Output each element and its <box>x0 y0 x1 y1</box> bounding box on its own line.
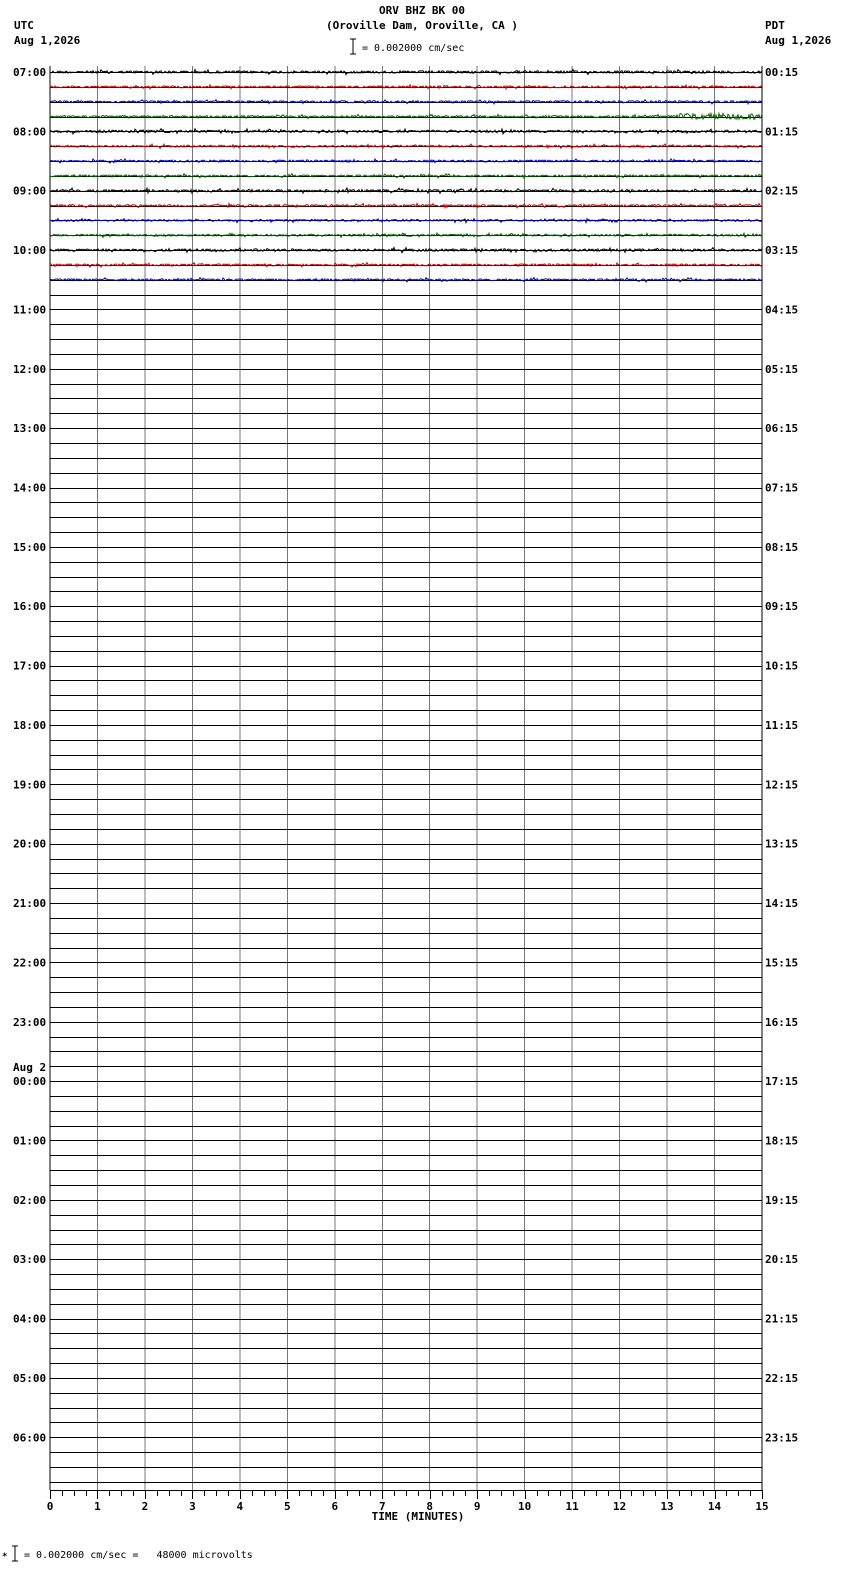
utc-hour-label: 02:00 <box>13 1193 47 1207</box>
pdt-hour-label: 12:15 <box>765 778 799 792</box>
pdt-hour-label: 22:15 <box>765 1371 799 1385</box>
utc-hour-label: 06:00 <box>13 1431 47 1445</box>
x-tick-label: 11 <box>565 1500 579 1513</box>
utc-hour-label: 18:00 <box>13 718 47 732</box>
pdt-hour-label: 04:15 <box>765 303 799 317</box>
pdt-hour-label: 07:15 <box>765 481 799 495</box>
x-tick-label: 5 <box>284 1500 291 1513</box>
pdt-hour-label: 23:15 <box>765 1431 799 1445</box>
pdt-hour-label: 09:15 <box>765 600 799 614</box>
x-tick-label: 10 <box>518 1500 532 1513</box>
x-tick-label: 14 <box>707 1500 722 1513</box>
station-location: (Oroville Dam, Oroville, CA ) <box>325 19 519 32</box>
pdt-hour-label: 21:15 <box>765 1312 799 1326</box>
pdt-hour-label: 19:15 <box>765 1193 799 1207</box>
x-tick-label: 3 <box>189 1500 196 1513</box>
pdt-hour-label: 02:15 <box>765 184 799 198</box>
utc-hour-label: 17:00 <box>13 659 47 673</box>
pdt-date: Aug 1,2026 <box>765 34 832 47</box>
seismic-trace <box>50 278 762 282</box>
utc-hour-label: 07:00 <box>13 66 47 79</box>
pdt-label: PDT <box>765 19 785 32</box>
pdt-hour-label: 14:15 <box>765 897 799 911</box>
utc-hour-label: 21:00 <box>13 897 47 911</box>
x-tick-label: 13 <box>660 1500 674 1513</box>
utc-hour-label: 01:00 <box>13 1134 47 1148</box>
footer-scale-bar-icon <box>10 1545 20 1563</box>
seismic-trace <box>50 70 762 75</box>
utc-hour-label: 19:00 <box>13 778 47 792</box>
x-tick-label: 1 <box>94 1500 101 1513</box>
seismic-trace <box>50 100 762 104</box>
utc-hour-label: 22:00 <box>13 956 47 970</box>
x-tick-label: 4 <box>236 1500 244 1513</box>
seismic-trace <box>50 159 762 163</box>
seismic-trace <box>50 129 762 134</box>
pdt-hour-label: 18:15 <box>765 1134 799 1148</box>
x-tick-label: 0 <box>46 1500 54 1513</box>
utc-label: UTC <box>14 19 34 32</box>
x-tick-label: 7 <box>378 1500 386 1513</box>
day-change-label: Aug 2 <box>13 1061 47 1075</box>
pdt-hour-label: 15:15 <box>765 956 799 970</box>
utc-hour-label: 05:00 <box>13 1371 47 1385</box>
pdt-hour-label: 06:15 <box>765 422 799 436</box>
x-tick-label: 12 <box>612 1500 627 1513</box>
utc-hour-label: 20:00 <box>13 837 47 851</box>
utc-hour-label: 10:00 <box>13 244 47 258</box>
pdt-hour-label: 10:15 <box>765 659 799 673</box>
utc-date: Aug 1,2026 <box>14 34 81 47</box>
pdt-hour-label: 20:15 <box>765 1253 799 1267</box>
utc-hour-label: 08:00 <box>13 125 47 139</box>
x-tick-label: 8 <box>426 1500 434 1513</box>
utc-hour-label: 15:00 <box>13 540 47 554</box>
pdt-hour-label: 11:15 <box>765 718 799 732</box>
footer-marker: * <box>2 1552 8 1562</box>
pdt-hour-label: 13:15 <box>765 837 799 851</box>
seismic-trace <box>50 188 762 193</box>
seismic-trace <box>50 263 762 267</box>
utc-hour-label: 23:00 <box>13 1015 47 1029</box>
utc-hour-label: 00:00 <box>13 1075 47 1089</box>
x-axis-title: TIME (MINUTES) <box>371 1510 465 1523</box>
seismic-trace <box>50 114 762 120</box>
utc-hour-label: 13:00 <box>13 422 47 436</box>
pdt-hour-label: 05:15 <box>765 362 799 376</box>
pdt-hour-label: 00:15 <box>765 66 799 79</box>
utc-hour-label: 04:00 <box>13 1312 47 1326</box>
scale-text: = 0.002000 cm/sec <box>362 43 465 54</box>
utc-hour-label: 14:00 <box>13 481 47 495</box>
pdt-hour-label: 03:15 <box>765 244 799 258</box>
seismic-trace <box>50 203 762 207</box>
seismic-trace <box>50 174 762 178</box>
pdt-hour-label: 17:15 <box>765 1075 799 1089</box>
utc-hour-label: 03:00 <box>13 1253 47 1267</box>
seismic-trace <box>50 233 762 237</box>
station-title: ORV BHZ BK 00 <box>378 4 466 17</box>
seismic-trace <box>50 85 762 89</box>
x-tick-label: 2 <box>141 1500 149 1513</box>
utc-hour-label: 11:00 <box>13 303 47 317</box>
x-tick-label: 15 <box>755 1500 769 1513</box>
utc-hour-label: 12:00 <box>13 362 47 376</box>
pdt-hour-label: 08:15 <box>765 540 799 554</box>
x-tick-label: 9 <box>473 1500 481 1513</box>
footer-scale-note: = 0.002000 cm/sec = 48000 microvolts <box>24 1550 253 1561</box>
utc-hour-label: 16:00 <box>13 600 47 614</box>
pdt-hour-label: 16:15 <box>765 1015 799 1029</box>
x-tick-label: 6 <box>331 1500 339 1513</box>
utc-hour-label: 09:00 <box>13 184 47 198</box>
pdt-hour-label: 01:15 <box>765 125 799 139</box>
